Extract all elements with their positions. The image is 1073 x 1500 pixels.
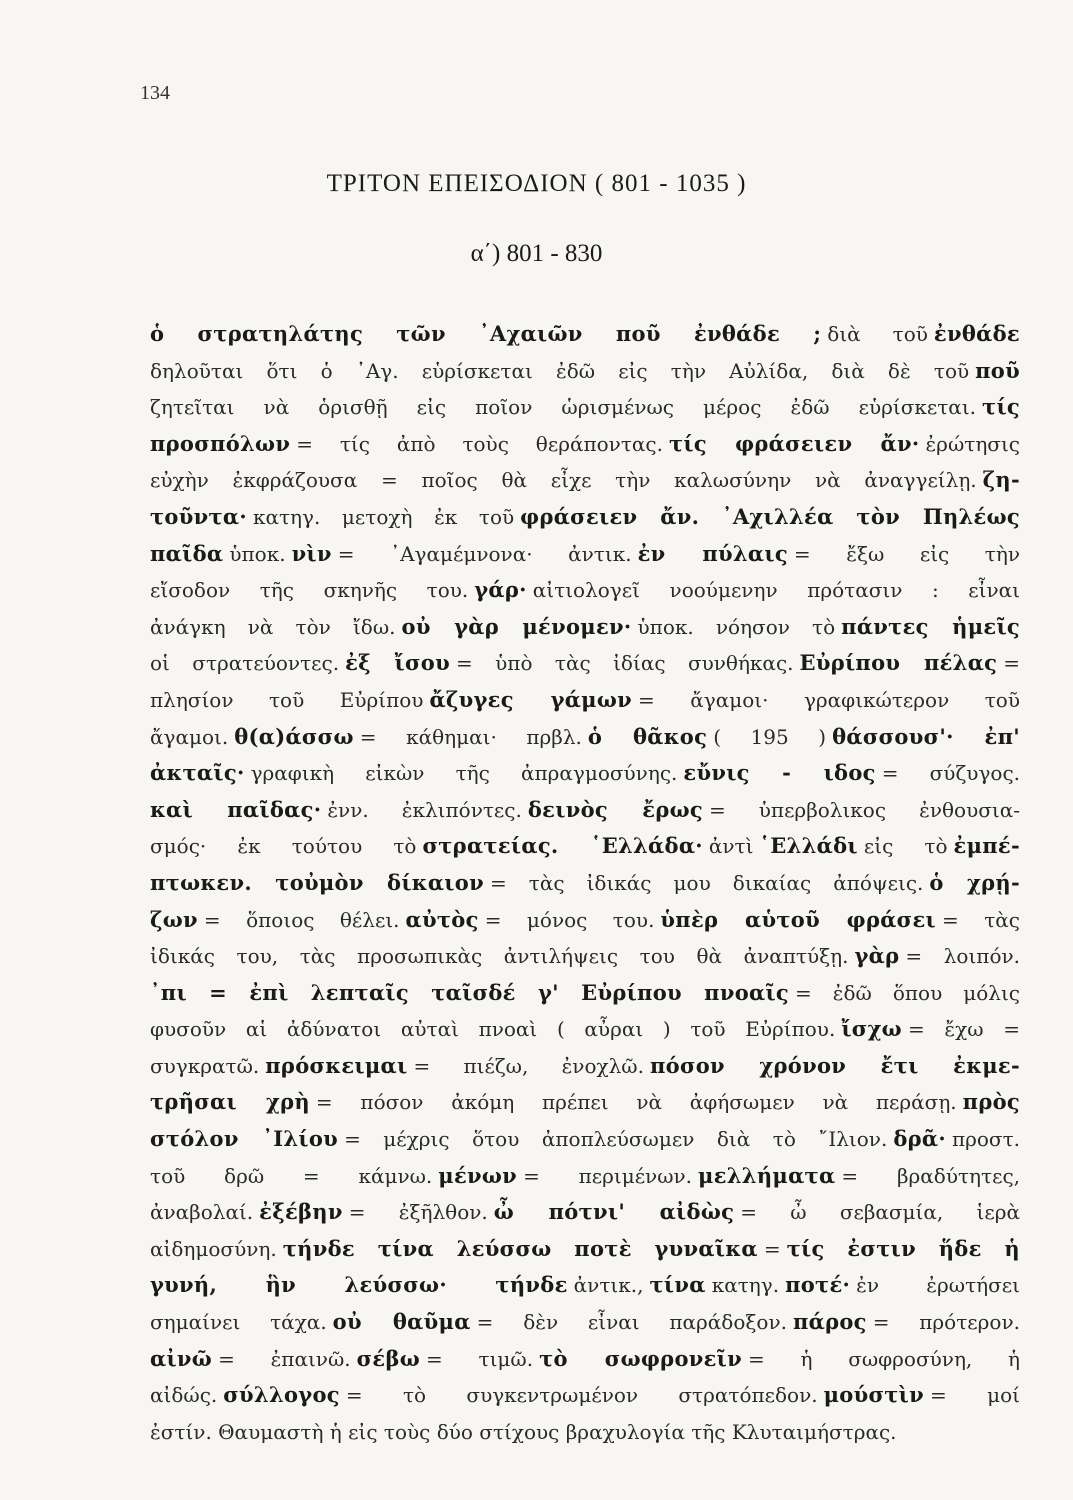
lemma: πτωκεν. τοὐμὸν δίκαιον bbox=[150, 869, 484, 895]
lemma: τίς bbox=[982, 394, 1020, 420]
gloss: ἰδικάς του, τὰς προσωπικὰς ἀντιλήψεις του θὰ ἀναπτύξῃ. bbox=[150, 944, 849, 969]
text-line bbox=[150, 1158, 1020, 1195]
gloss: = ἐπαινῶ. bbox=[218, 1346, 351, 1371]
gloss: ζητεῖται νὰ ὁρισθῇ εἰς ποῖον ὡρισμένως μέρος ἐδῶ εὑρίσκεται. bbox=[150, 395, 977, 420]
text-line bbox=[150, 902, 1020, 939]
lemma: μελλήματα bbox=[698, 1162, 836, 1188]
gloss: = ἐξῆλθον. bbox=[348, 1200, 488, 1225]
lemma: ἐξ ἴσου bbox=[345, 650, 450, 676]
text-line bbox=[150, 719, 1020, 756]
lemma: μένων bbox=[438, 1162, 518, 1188]
lemma: τήνδε τίνα λεύσσω ποτὲ γυναῖκα bbox=[282, 1235, 758, 1261]
gloss: εἴσοδον τῆς σκηνῆς του. bbox=[150, 578, 469, 603]
page-number: 134 bbox=[140, 82, 170, 104]
text-line bbox=[150, 1231, 1020, 1268]
lemma: ᾿πι = ἐπὶ λεπταῖς ταῖσδέ γ' Εὐρίπου πνοαῖς bbox=[150, 979, 790, 1005]
lemma: εὔνις - ιδος bbox=[683, 760, 876, 786]
gloss: = κάθημαι· πρβλ. bbox=[359, 724, 582, 749]
text-line bbox=[150, 499, 1020, 536]
lemma: οὐ γὰρ μένομεν· bbox=[401, 613, 632, 639]
gloss: = μόνος του. bbox=[484, 907, 655, 932]
lemma: τρῆσαι χρὴ bbox=[150, 1089, 310, 1115]
gloss: ἀναβολαί. bbox=[150, 1200, 254, 1225]
lemma: ἐξέβην bbox=[259, 1199, 343, 1225]
gloss: ἐνν. ἐκλιπόντες. bbox=[327, 797, 522, 822]
lemma: δρᾶ· bbox=[893, 1126, 946, 1152]
text-line bbox=[150, 865, 1020, 902]
gloss: γραφικὴ εἰκὼν τῆς ἀπραγμοσύνης. bbox=[250, 761, 678, 786]
lemma: θ(α)άσσω bbox=[234, 723, 354, 749]
lemma: δεινὸς ἔρως bbox=[527, 796, 703, 822]
lemma: καὶ παῖδας· bbox=[150, 796, 322, 822]
gloss: οἱ στρατεύοντες. bbox=[150, 651, 340, 676]
gloss: ἄγαμοι. bbox=[150, 724, 229, 749]
lemma: τίνα bbox=[649, 1272, 706, 1298]
gloss: ἐν ἐρωτήσει bbox=[856, 1273, 1020, 1298]
gloss: = τὸ συγκεντρωμένον στρατόπεδον. bbox=[345, 1383, 818, 1408]
gloss: ( 195 ) bbox=[713, 724, 827, 749]
gloss: = λοιπόν. bbox=[905, 944, 1021, 969]
lemma: γάρ· bbox=[474, 577, 527, 603]
lemma: ποῦ bbox=[975, 357, 1020, 383]
lemma: προσπόλων bbox=[150, 430, 291, 456]
gloss: = ἔξω εἰς τὴν bbox=[793, 541, 1021, 566]
page-title: ΤΡΙΤΟΝ ΕΠΕΙΣΟΔΙΟΝ ( 801 - 1035 ) bbox=[326, 170, 747, 197]
gloss: ἀντικ., bbox=[573, 1273, 644, 1298]
lemma: τίς φράσειεν ἄν· bbox=[668, 430, 920, 456]
gloss: αἰδώς. bbox=[150, 1383, 218, 1408]
text-line bbox=[150, 536, 1020, 573]
lemma: πρὸς bbox=[962, 1089, 1020, 1115]
gloss: = ἐδῶ ὅπου μόλις bbox=[795, 980, 1020, 1005]
lemma: νὶν bbox=[291, 540, 332, 566]
gloss: = πόσον ἀκόμη πρέπει νὰ ἀφήσωμεν νὰ περάσῃ. bbox=[315, 1090, 957, 1115]
lemma: πάντες ἡμεῖς bbox=[841, 613, 1020, 639]
gloss: ἐστίν. Θαυμαστὴ ἡ εἰς τοὺς δύο στίχους βραχυλογία τῆς Κλυταιμήστρας. bbox=[150, 1419, 897, 1444]
gloss: = βραδύτητες, bbox=[841, 1163, 1021, 1188]
lemma: μούστὶν bbox=[823, 1382, 924, 1408]
gloss: ἀντὶ bbox=[708, 834, 754, 859]
gloss: εἰς τὸ bbox=[863, 834, 948, 859]
gloss: ὑποκ. bbox=[229, 541, 286, 566]
gloss: = bbox=[1003, 651, 1021, 676]
lemma: ἀκταῖς· bbox=[150, 760, 245, 786]
gloss: κατηγ. bbox=[711, 1273, 780, 1298]
text-line bbox=[150, 609, 1020, 646]
lemma: ἐμπέ- bbox=[953, 833, 1020, 859]
text-line bbox=[150, 1414, 1020, 1451]
gloss: ἀνάγκη νὰ τὸν ἴδω. bbox=[150, 614, 396, 639]
gloss: = ὅποιος θέλει. bbox=[203, 907, 400, 932]
text-line bbox=[150, 755, 1020, 792]
text-line bbox=[150, 1377, 1020, 1414]
gloss: = πιέζω, ἐνοχλῶ. bbox=[413, 1053, 644, 1078]
lemma: τοῦντα· bbox=[150, 503, 247, 529]
lemma: σέβω bbox=[356, 1345, 421, 1371]
gloss: κατηγ. μετοχὴ ἐκ τοῦ bbox=[252, 504, 515, 529]
gloss: = μοί bbox=[930, 1383, 1020, 1408]
text-line bbox=[150, 572, 1020, 609]
lemma: σύλλογος bbox=[223, 1382, 340, 1408]
text-line bbox=[150, 1304, 1020, 1341]
lemma: οὐ θαῦμα bbox=[332, 1309, 471, 1335]
lemma: παῖδα bbox=[150, 540, 224, 566]
text-line bbox=[150, 426, 1020, 463]
lemma: Εὐρίπου πέλας bbox=[799, 650, 998, 676]
gloss: = πρότερον. bbox=[872, 1310, 1020, 1335]
lemma: ζη- bbox=[982, 467, 1020, 493]
gloss: αἰτιολογεῖ νοούμενην πρότασιν : εἶναι bbox=[532, 578, 1020, 603]
text-line bbox=[150, 1267, 1020, 1304]
lemma: τὸ σωφρονεῖν bbox=[539, 1345, 743, 1371]
text-line bbox=[150, 792, 1020, 829]
lemma: τίς ἐστιν ἥδε ἡ bbox=[786, 1235, 1020, 1261]
gloss: = ὑπὸ τὰς ἰδίας συνθήκας. bbox=[455, 651, 794, 676]
lemma: φράσειεν ἄν. ᾿Αχιλλέα τὸν Πηλέως bbox=[520, 503, 1020, 529]
gloss: = ᾿Αγαμέμνονα· ἀντικ. bbox=[337, 541, 632, 566]
gloss: = ὑπερβολικος ἐνθουσια- bbox=[708, 797, 1020, 822]
text-line bbox=[150, 1121, 1020, 1158]
lemma: γὰρ bbox=[854, 943, 900, 969]
gloss: = δὲν εἶναι παράδοξον. bbox=[476, 1310, 787, 1335]
gloss: ὑποκ. νόησον τὸ bbox=[637, 614, 836, 639]
text-line bbox=[150, 353, 1020, 390]
lemma: ἄζυγες γάμων bbox=[429, 686, 633, 712]
lemma: γυνή, ἣν λεύσσω· τήνδε bbox=[150, 1272, 568, 1298]
lemma: πάρος bbox=[792, 1309, 867, 1335]
lemma: αἰνῶ bbox=[150, 1345, 213, 1371]
gloss: σημαίνει τάχα. bbox=[150, 1310, 327, 1335]
gloss: ἐρώτησις bbox=[925, 431, 1020, 456]
text-line bbox=[150, 316, 1020, 353]
gloss: = τιμῶ. bbox=[426, 1346, 534, 1371]
gloss: = σύζυγος. bbox=[881, 761, 1020, 786]
lemma: ὁ θᾶκος bbox=[587, 723, 708, 749]
lemma: ὦ πότνι' αἰδὼς bbox=[493, 1199, 735, 1225]
text-line bbox=[150, 1011, 1020, 1048]
gloss: τοῦ δρῶ = κάμνω. bbox=[150, 1163, 433, 1188]
lemma: ποτέ· bbox=[785, 1272, 851, 1298]
gloss: = τὰς bbox=[942, 907, 1020, 932]
text-line bbox=[150, 1341, 1020, 1378]
text-line bbox=[150, 1048, 1020, 1085]
lemma: πρόσκειμαι bbox=[265, 1052, 408, 1078]
lemma: ὁ στρατηλάτης τῶν ᾿Αχαιῶν ποῦ ἐνθάδε ; bbox=[150, 321, 822, 346]
lemma: πόσον χρόνον ἔτι ἐκμε- bbox=[649, 1052, 1021, 1078]
lemma: ἴσχω bbox=[841, 1016, 902, 1042]
gloss: = ἡ σωφροσύνη, ἡ bbox=[748, 1346, 1020, 1371]
text-line bbox=[150, 462, 1020, 499]
gloss: φυσοῦν αἱ ἀδύνατοι αὐταὶ πνοαὶ ( αὖραι ) τοῦ Εὐρίπου. bbox=[150, 1017, 836, 1042]
lemma: θάσσουσ'· ἐπ' bbox=[832, 723, 1021, 749]
gloss: = τίς ἀπὸ τοὺς θεράποντας. bbox=[296, 431, 663, 456]
gloss: = τὰς ἰδικάς μου δικαίας ἀπόψεις. bbox=[489, 870, 924, 895]
lemma: ζων bbox=[150, 906, 198, 932]
gloss: εὐχὴν ἐκφράζουσα = ποῖος θὰ εἶχε τὴν καλωσύνην νὰ ἀναγγείλῃ. bbox=[150, 468, 977, 493]
gloss: = μέχρις ὅτου ἀποπλεύσωμεν διὰ τὸ ῎Ιλιον. bbox=[344, 1127, 888, 1152]
section-subtitle: α΄) 801 - 830 bbox=[470, 240, 603, 267]
gloss: = ἔχω = bbox=[907, 1017, 1020, 1042]
lemma: στρατείας. ῾Ελλάδα· bbox=[422, 833, 703, 859]
text-line bbox=[150, 1084, 1020, 1121]
gloss: σμός· ἐκ τούτου τὸ bbox=[150, 834, 417, 859]
gloss: πλησίον τοῦ Εὐρίπου bbox=[150, 687, 424, 712]
lemma: αὐτὸς bbox=[405, 906, 479, 932]
gloss: δηλοῦται ὅτι ὁ ᾿Αγ. εὑρίσκεται ἐδῶ εἰς τὴν Αὐλίδα, διὰ δὲ τοῦ bbox=[150, 358, 970, 383]
lemma: ὑπὲρ αὑτοῦ φράσει bbox=[660, 906, 936, 932]
lemma: στόλον ᾿Ιλίου bbox=[150, 1126, 339, 1152]
lemma: ὁ χρῄ- bbox=[929, 869, 1020, 895]
gloss: αἰδημοσύνη. bbox=[150, 1236, 277, 1261]
commentary-body bbox=[150, 316, 1020, 1450]
gloss: = ἄγαμοι· γραφικώτερον τοῦ bbox=[638, 687, 1020, 712]
lemma: ῾Ελλάδι bbox=[759, 833, 858, 859]
text-line bbox=[150, 1194, 1020, 1231]
gloss: προστ. bbox=[951, 1127, 1021, 1152]
gloss: διὰ τοῦ bbox=[827, 322, 928, 346]
gloss: συγκρατῶ. bbox=[150, 1053, 260, 1078]
text-line bbox=[150, 938, 1020, 975]
gloss: = περιμένων. bbox=[523, 1163, 693, 1188]
text-line bbox=[150, 975, 1020, 1012]
lemma: ἐνθάδε bbox=[933, 321, 1020, 346]
gloss: = ὦ σεβασμία, ἱερὰ bbox=[740, 1200, 1020, 1225]
text-line bbox=[150, 828, 1020, 865]
lemma: ἐν πύλαις bbox=[637, 540, 788, 566]
text-line bbox=[150, 389, 1020, 426]
text-line bbox=[150, 645, 1020, 682]
gloss: = bbox=[763, 1236, 781, 1261]
text-line bbox=[150, 682, 1020, 719]
